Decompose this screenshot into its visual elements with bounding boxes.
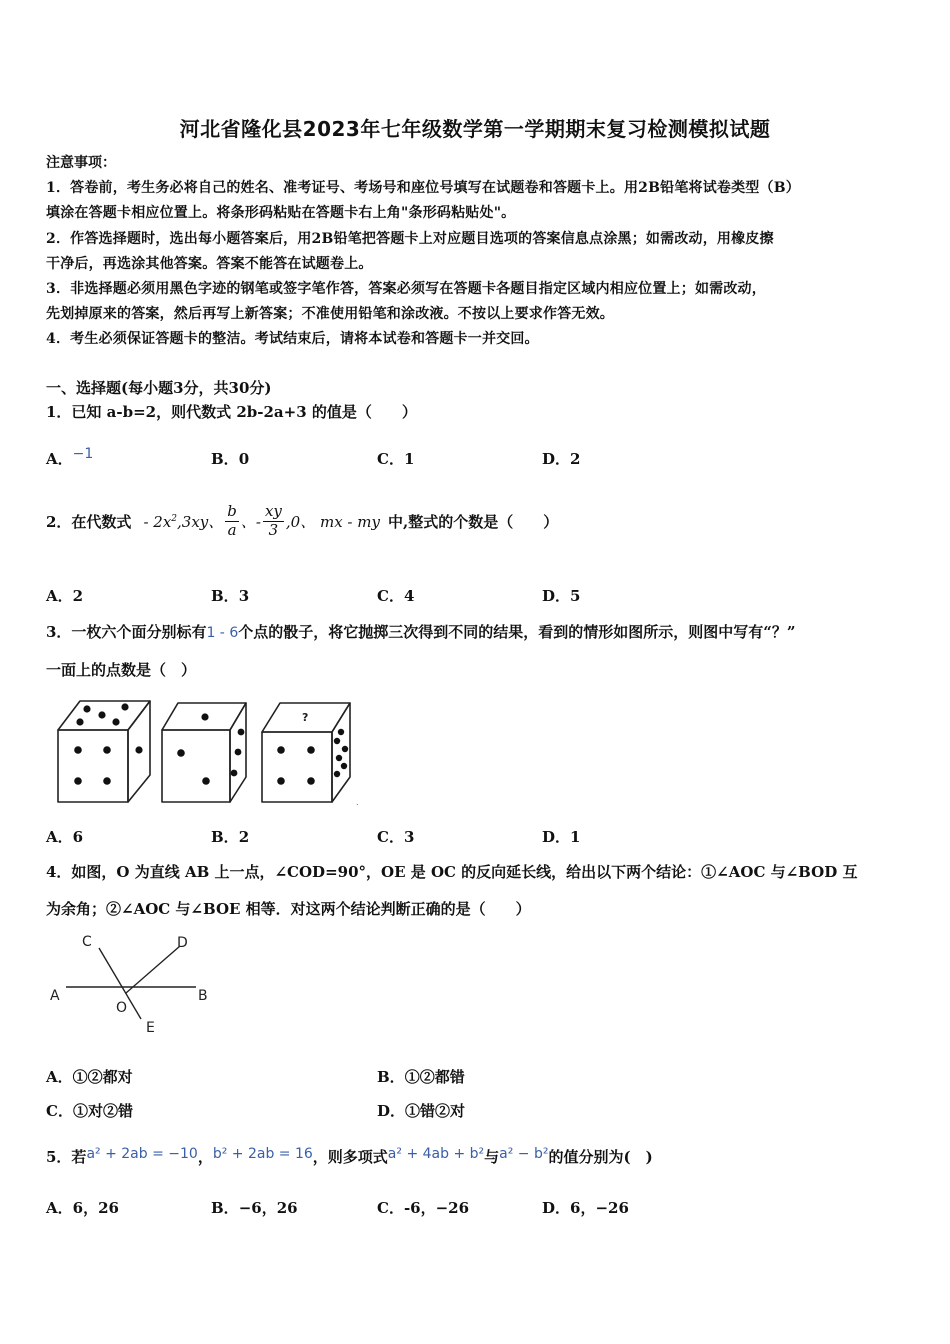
q2-prefix: 2．在代数式 <box>46 512 132 531</box>
label-o: O <box>116 1000 128 1016</box>
q2-option-a[interactable]: A．2 <box>46 587 84 605</box>
dice-figure <box>50 693 370 808</box>
q5-expr-1: a² + 2ab = −10 <box>86 1146 198 1162</box>
q5-option-d[interactable]: D．6，−26 <box>542 1199 629 1217</box>
q3-option-a[interactable]: A．6 <box>46 828 84 846</box>
label-a: A <box>50 988 60 1004</box>
notice-line: 3．非选择题必须用黑色字迹的钢笔或签字笔作答，答案必须写在答题卡各题目指定区域内相应位置上；如需改动， <box>46 281 766 297</box>
q5-expr-4: a² − b² <box>499 1146 549 1162</box>
ray-od <box>126 946 180 993</box>
label-c: C <box>82 934 92 950</box>
notice-line: 4．考生必须保证答题卡的整洁。考试结束后，请将本试卷和答题卡一并交回。 <box>46 331 539 347</box>
svg-text:.: . <box>356 798 359 807</box>
question-3-line-1: 3．一枚六个面分别标有1 - 6个点的骰子，将它抛掷三次得到不同的结果，看到的情形如图所示，则图中写有“？” <box>46 623 796 641</box>
q3-option-c[interactable]: C．3 <box>377 828 415 846</box>
question-2-text: 2．在代数式 - $2x^2,3xy$、 $\frac{b}{a}$ 、- $\frac{xy}{3}$ ,0、 mx - my 中,整式的个数是（ ） <box>46 502 559 539</box>
notice-heading: 注意事项： <box>46 155 116 171</box>
die-2-front-face <box>162 730 230 802</box>
q1-option-a[interactable]: A．−1 <box>46 446 94 468</box>
notice-line: 2．作答选择题时，选出每小题答案后，用2B铅笔把答题卡上对应题目选项的答案信息点涂黑；如需改动，用橡皮擦 <box>46 231 774 247</box>
q1-option-d[interactable]: D．2 <box>542 450 581 468</box>
q1-option-b[interactable]: B．0 <box>211 450 250 468</box>
q3-option-b[interactable]: B．2 <box>211 828 250 846</box>
q2-option-c[interactable]: C．4 <box>377 587 415 605</box>
question-3-line-2: 一面上的点数是（ ） <box>46 661 197 679</box>
question-4-line-1: 4．如图，O 为直线 AB 上一点，∠COD=90°，OE 是 OC 的反向延长线，给出以下两个结论：①∠AOC 与∠BOD 互 <box>46 863 858 881</box>
notice-line: 1．答卷前，考生务必将自己的姓名、准考证号、考场号和座位号填写在试题卷和答题卡上。用2B铅笔将试卷类型（B） <box>46 180 800 196</box>
q2-suffix: 中,整式的个数是（ ） <box>387 512 559 531</box>
dice-question-mark: ? <box>302 711 309 724</box>
label-e: E <box>146 1020 155 1036</box>
die-1-front-face <box>58 730 128 802</box>
q5-option-c[interactable]: C．-6，−26 <box>377 1199 470 1217</box>
q5-option-b[interactable]: B．−6，26 <box>211 1199 298 1217</box>
q4-option-d[interactable]: D．①错②对 <box>377 1102 466 1120</box>
label-b: B <box>198 988 208 1004</box>
die-3-front-face <box>262 732 332 802</box>
q5-option-a[interactable]: A．6，26 <box>46 1199 119 1217</box>
q2-frac-xy-over-3: $\frac{xy}{3}$ <box>264 502 282 539</box>
question-4-line-2: 为余角；②∠AOC 与∠BOE 相等．对这两个结论判断正确的是（ ） <box>46 900 531 918</box>
q2-expr: - $2x^2,3xy$、 <box>143 512 224 531</box>
question-5-text: 5．若a² + 2ab = −10，b² + 2ab = 16，则多项式a² + 4ab + b²与a² − b²的值分别为( ) <box>46 1146 653 1166</box>
section-title: 一、选择题(每小题3分，共30分) <box>46 379 272 397</box>
q4-option-c[interactable]: C．①对②错 <box>46 1102 133 1120</box>
q4-option-a[interactable]: A．①②都对 <box>46 1068 133 1086</box>
q1-option-c[interactable]: C．1 <box>377 450 415 468</box>
q2-option-d[interactable]: D．5 <box>542 587 581 605</box>
label-d: D <box>177 935 188 951</box>
page-title: 河北省隆化县2023年七年级数学第一学期期末复习检测模拟试题 <box>179 117 771 141</box>
q2-option-b[interactable]: B．3 <box>211 587 250 605</box>
notice-line: 先划掉原来的答案，然后再写上新答案；不准使用铅笔和涂改液。不按以上要求作答无效。 <box>46 306 614 322</box>
q5-expr-2: b² + 2ab = 16 <box>212 1146 313 1162</box>
die-3-side-face <box>332 703 350 802</box>
angle-figure <box>44 928 224 1040</box>
notice-line: 干净后，再选涂其他答案。答案不能答在试题卷上。 <box>46 256 373 272</box>
question-1-text: 1．已知 a-b=2，则代数式 2b-2a+3 的值是（ ） <box>46 403 417 421</box>
q2-frac-b-over-a: $\frac{b}{a}$ <box>227 502 237 539</box>
q3-option-d[interactable]: D．1 <box>542 828 581 846</box>
q5-expr-3: a² + 4ab + b² <box>387 1146 485 1162</box>
q4-option-b[interactable]: B．①②都错 <box>377 1068 465 1086</box>
notice-line: 填涂在答题卡相应位置上。将条形码粘贴在答题卡右上角"条形码粘贴处"。 <box>46 205 516 221</box>
